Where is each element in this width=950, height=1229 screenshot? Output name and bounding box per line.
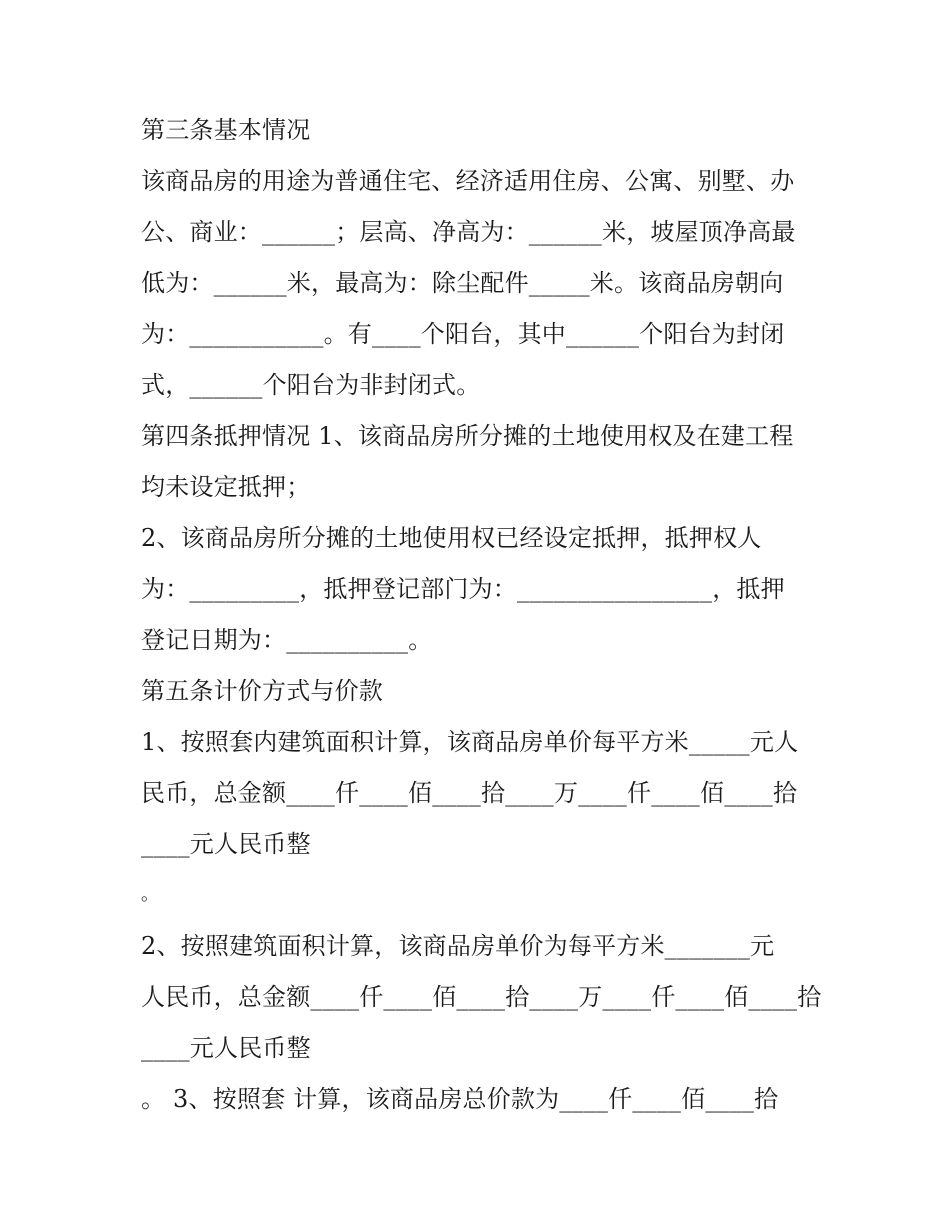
article-3-text-line-4: 为：___________。有____个阳台，其中______个阳台为封闭	[141, 320, 785, 348]
article-5-item-3-line-1: 。 3、按照套 计算，该商品房总价款为____仟____佰____拾	[141, 1085, 779, 1113]
article-4-item-2-line-3: 登记日期为：__________。	[141, 626, 433, 654]
article-4-item-2-line-1: 2、该商品房所分摊的土地使用权已经设定抵押，抵押权人	[141, 524, 762, 552]
article-3-text-line-3: 低为：______米，最高为：除尘配件_____米。该商品房朝向	[141, 269, 784, 297]
article-5-item-2-line-2: 人民币，总金额____仟____佰____拾____万____仟____佰____拾	[141, 983, 822, 1011]
article-5-item-2-line-1: 2、按照建筑面积计算，该商品房单价为每平方米_______元	[141, 932, 775, 960]
article-3-heading: 第三条基本情况	[141, 116, 311, 144]
article-5-item-1-period: 。	[141, 884, 160, 905]
article-5-item-1-line-3: ____元人民币整	[141, 830, 311, 858]
article-4-text-line-2: 均未设定抵押；	[141, 473, 311, 501]
article-4-heading-line: 第四条抵押情况 1、该商品房所分摊的土地使用权及在建工程	[141, 422, 794, 450]
article-4-item-2-line-2: 为：_________，抵押登记部门为：________________，抵押	[141, 575, 785, 603]
article-5-item-2-line-3: ____元人民币整	[141, 1034, 311, 1062]
article-3-text-line-5: 式，______个阳台为非封闭式。	[141, 371, 481, 399]
article-5-item-1-line-1: 1、按照套内建筑面积计算，该商品房单价每平方米_____元人	[141, 728, 799, 756]
article-3-text-line-2: 公、商业：______；层高、净高为：______米，坡屋顶净高最	[141, 218, 796, 246]
article-5-heading: 第五条计价方式与价款	[141, 677, 383, 705]
article-3-text-line-1: 该商品房的用途为普通住宅、经济适用住房、公寓、别墅、办	[141, 167, 795, 195]
article-5-item-1-line-2: 民币，总金额____仟____佰____拾____万____仟____佰____拾	[141, 779, 798, 807]
